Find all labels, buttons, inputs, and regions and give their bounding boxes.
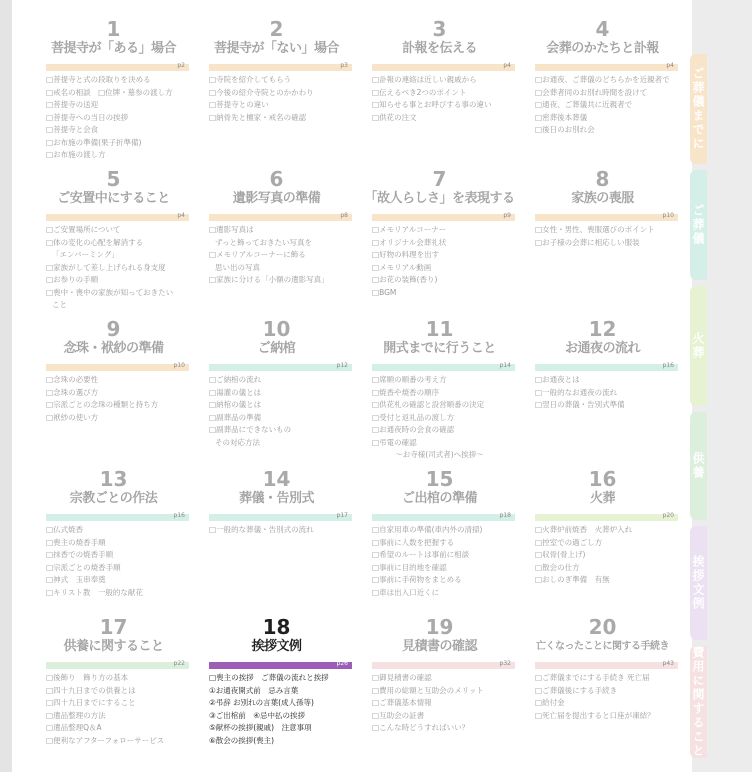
list-item: □体の変化の心配を解消する <box>46 237 144 247</box>
section-17[interactable] <box>32 616 195 766</box>
list-item: □好物の料理を出す <box>372 250 440 259</box>
list-item: □給付金 <box>535 698 565 707</box>
list-item: □希望のルートは事前に相談 <box>372 550 470 559</box>
section-number: 10 <box>262 317 291 341</box>
list-item: □菩提寺と会食 <box>46 125 99 134</box>
page-number: p3 <box>340 62 348 69</box>
section-16[interactable] <box>521 468 684 616</box>
list-item: □お通夜時の会食の確認 <box>372 425 455 434</box>
section-title: 菩提寺が「ない」場合 <box>213 41 339 56</box>
page-number: p10 <box>662 212 674 219</box>
tab-5[interactable]: 費用に関すること <box>691 646 705 758</box>
section-title: 供養に関すること <box>63 639 164 654</box>
section-number: 20 <box>588 615 617 639</box>
list-item: □メモリアル動画 <box>372 262 432 272</box>
list-item: □戒名の相談 □位牌・墓参の渡し方 <box>46 87 173 97</box>
list-item: □車は出入口近くに <box>372 587 440 597</box>
section-number: 19 <box>425 615 454 639</box>
section-title: 見積書の確認 <box>401 639 477 654</box>
list-item: □お布施の準備(果子折準備) <box>46 137 142 147</box>
page-number: p22 <box>173 660 185 667</box>
list-item: □お花の装飾(香り) <box>372 275 438 284</box>
list-item: □念珠の必要性 <box>46 375 99 384</box>
section-number: 14 <box>262 467 291 491</box>
list-item: □遺品整理Q＆A <box>46 723 102 732</box>
page-bar <box>535 364 678 371</box>
page-number: p4 <box>666 62 674 69</box>
page-number: p14 <box>499 362 511 369</box>
section-7[interactable] <box>358 168 521 318</box>
list-item: □メモリアルコーナー <box>372 225 447 234</box>
page-bar <box>46 662 189 669</box>
list-item: □収骨(骨上げ) <box>535 550 586 559</box>
list-item: □訃報の連絡は近しい親戚から <box>372 75 477 84</box>
tab-1[interactable]: ご葬儀 <box>690 170 707 280</box>
list-item: □BGM <box>372 287 397 297</box>
list-item: □控室での過ごし方 <box>535 537 603 547</box>
list-item: □キリスト教 一般的な献花 <box>46 587 143 597</box>
list-item: □菩提寺と式の段取りを決める <box>46 75 151 84</box>
section-10[interactable] <box>195 318 358 468</box>
section-20[interactable] <box>521 616 684 766</box>
list-item: □四十九日までの供養とは <box>46 685 136 695</box>
page-number: p10 <box>173 362 185 369</box>
section-title: 遺影写真の準備 <box>232 191 321 206</box>
list-item: ⑤献杯の挨拶(親戚) 注意事項 <box>209 723 312 732</box>
section-number: 9 <box>106 317 121 341</box>
section-6[interactable] <box>195 168 358 318</box>
list-item: □おしのぎ準備 有無 <box>535 575 610 584</box>
list-item: □会葬者同のお別れ時間を設けて <box>535 87 648 97</box>
item-list <box>46 672 195 747</box>
list-item: □遺影写真は <box>209 225 254 234</box>
section-8[interactable] <box>521 168 684 318</box>
section-number: 16 <box>588 467 617 491</box>
item-list <box>46 374 195 424</box>
page-bar <box>209 662 352 669</box>
list-item: □今後の紹介寺院とのかかわり <box>209 87 314 97</box>
item-list <box>209 524 358 537</box>
list-item: ～お寺様(司式者)へ挨拶～ <box>395 450 484 459</box>
page-bar <box>372 662 515 669</box>
section-2[interactable] <box>195 18 358 168</box>
list-item: □菩提寺の送迎 <box>46 100 99 109</box>
list-item: □仏式焼香 <box>46 525 84 534</box>
item-list <box>535 672 684 722</box>
list-item: 「エンバーミング」 <box>52 250 119 259</box>
list-item: こと <box>52 300 67 309</box>
section-15[interactable] <box>358 468 521 616</box>
list-item: □受付と返礼品の渡し方 <box>372 412 455 422</box>
list-item: □宗派ごとの念珠の種類と持ち方 <box>46 400 159 409</box>
list-item: □宗派ごとの焼香手順 <box>46 562 121 572</box>
page-bar <box>46 64 189 71</box>
section-title: ご安置中にすること <box>57 191 170 206</box>
list-item: □密葬後本葬儀 <box>535 112 588 122</box>
list-item: □事前に手荷物をまとめる <box>372 575 462 584</box>
item-list <box>535 524 684 587</box>
page-number: p17 <box>336 512 348 519</box>
section-number: 3 <box>432 17 447 41</box>
list-item: □念珠の選び方 <box>46 387 99 397</box>
list-item: □遺品整理の方法 <box>46 710 106 720</box>
section-title: 火葬 <box>589 491 615 506</box>
item-list <box>372 524 521 599</box>
list-item: □納棺の儀とは <box>209 400 262 409</box>
list-item: □散会の仕方 <box>535 562 580 572</box>
list-item: □四十九日までにすること <box>46 698 136 707</box>
list-item: □家族がして差し上げられる身支度 <box>46 262 166 272</box>
list-item: ずっと飾っておきたい写真を <box>215 237 313 247</box>
list-item: □ご葬儀後にする手続き <box>535 685 618 695</box>
list-item: □副葬品の準備 <box>209 412 262 422</box>
list-item: □家族に分ける「小額の遺影写真」 <box>209 275 329 284</box>
list-item: □自家用車の準備(車内外の清掃) <box>372 525 483 534</box>
list-item: □喪主の焼香手順 <box>46 537 106 547</box>
item-list <box>46 224 195 312</box>
section-19[interactable] <box>358 616 521 766</box>
contents-grid <box>32 18 684 766</box>
section-title: 亡くなったことに関する手続き <box>536 641 669 652</box>
page-bar <box>46 364 189 371</box>
list-item: □互助会の証書 <box>372 710 425 720</box>
page-number: p43 <box>662 660 674 667</box>
item-list <box>535 374 684 412</box>
section-title: 開式までに行うこと <box>383 341 496 356</box>
tab-4[interactable]: 挨拶文例 <box>690 526 707 640</box>
page-number: p16 <box>173 512 185 519</box>
list-item: 思い出の写真 <box>215 262 260 272</box>
list-item: □オリジナル会葬礼状 <box>372 237 447 247</box>
section-number: 13 <box>99 467 128 491</box>
section-number: 7 <box>432 167 447 191</box>
page-bar <box>209 64 352 71</box>
section-title: ご納棺 <box>257 341 296 356</box>
item-list <box>209 74 358 124</box>
section-number: 8 <box>595 167 610 191</box>
page-number: p20 <box>662 512 674 519</box>
list-item: □便利なアフターフォローサービス <box>46 735 165 745</box>
page-bar <box>209 364 352 371</box>
page-number: p8 <box>340 212 348 219</box>
section-11[interactable] <box>358 318 521 468</box>
section-14[interactable] <box>195 468 358 616</box>
list-item: □火葬炉前焼香 火葬炉入れ <box>535 525 633 534</box>
page-bar <box>46 214 189 221</box>
section-title: 「故人らしさ」を表現する <box>364 191 515 206</box>
list-item: □喪主の挨拶 ご葬儀の流れと挨拶 <box>209 673 329 682</box>
list-item: □席順の順番の考え方 <box>372 375 447 384</box>
item-list <box>209 224 358 287</box>
tab-3[interactable]: 供養 <box>690 412 707 520</box>
page-number: p18 <box>499 512 511 519</box>
item-list <box>209 374 358 449</box>
list-item: □喪中・喪中の家族が知っておきたい <box>46 287 174 297</box>
section-number: 2 <box>269 17 284 41</box>
page-bar <box>46 514 189 521</box>
section-title: 会葬のかたちと訃報 <box>546 41 659 56</box>
list-item: □死亡届を提出すると口座が凍結？ <box>535 710 655 720</box>
page-bar <box>209 514 352 521</box>
list-item: □御見積書の確認 <box>372 673 432 682</box>
list-item: □菩提寺への当日の挨拶 <box>46 112 129 122</box>
section-title: 挨拶文例 <box>251 639 302 654</box>
page-bar <box>372 514 515 521</box>
tab-0[interactable]: ご葬儀までに <box>690 54 707 164</box>
page-bar <box>535 662 678 669</box>
section-number: 1 <box>106 17 121 41</box>
item-list <box>535 224 684 249</box>
section-title: 宗教ごとの作法 <box>69 491 158 506</box>
page-bar <box>209 214 352 221</box>
page-number: p16 <box>662 362 674 369</box>
item-list <box>372 374 521 462</box>
page-number: p9 <box>503 212 511 219</box>
list-item: ⑥散会の挨拶(喪主) <box>209 735 275 745</box>
list-item: □お通夜とは <box>535 375 580 384</box>
list-item: □こんな時どうすればいい？ <box>372 723 470 732</box>
right-margin <box>736 0 752 772</box>
item-list <box>372 672 521 735</box>
list-item: □寺院を紹介してもらう <box>209 75 292 84</box>
list-item: □供花の注文 <box>372 112 417 122</box>
list-item: □事前に目的地を確認 <box>372 562 447 572</box>
list-item: □ご葬儀までにする手続き 死亡届 <box>535 673 650 682</box>
list-item: □事前に人数を把握する <box>372 537 455 547</box>
page-bar <box>372 64 515 71</box>
list-item: □抹香での焼香手順 <box>46 550 114 559</box>
section-number: 18 <box>262 615 291 639</box>
page-bar <box>372 214 515 221</box>
section-title: 菩提寺が「ある」場合 <box>50 41 176 56</box>
section-number: 5 <box>106 167 121 191</box>
page-number: p26 <box>336 660 348 667</box>
list-item: □弔電の確認 <box>372 437 417 447</box>
section-number: 11 <box>425 317 454 341</box>
section-number: 15 <box>425 467 454 491</box>
list-item: □メモリアルコーナーに飾る <box>209 250 306 259</box>
section-4[interactable] <box>521 18 684 168</box>
list-item: □一般的なお通夜の流れ <box>535 387 618 397</box>
list-item: □知らせる事とお呼びする事の違い <box>372 100 492 109</box>
item-list <box>372 224 521 299</box>
section-title: ご出棺の準備 <box>401 491 477 506</box>
list-item: □翌日の葬儀・告別式準備 <box>535 400 625 409</box>
list-item: □副葬品にできないもの <box>209 425 292 434</box>
section-3[interactable] <box>358 18 521 168</box>
section-number: 12 <box>588 317 617 341</box>
list-item: □ご葬儀基本情報 <box>372 698 432 707</box>
page-bar <box>535 64 678 71</box>
left-margin <box>0 0 12 772</box>
section-5[interactable] <box>32 168 195 318</box>
list-item: □後飾り 飾り方の基本 <box>46 673 129 682</box>
section-1[interactable] <box>32 18 195 168</box>
list-item: □女性・男性、喪服選びのポイント <box>535 225 655 234</box>
section-18[interactable] <box>195 616 358 766</box>
section-number: 17 <box>99 615 128 639</box>
list-item: その対応方法 <box>215 437 260 447</box>
page-number: p4 <box>177 212 185 219</box>
section-title: 葬儀・告別式 <box>238 491 314 506</box>
list-item: □伝えるべき2つのポイント <box>372 87 467 97</box>
list-item: □納骨先と檀家・戒名の確認 <box>209 112 307 122</box>
list-item: □袱紗の使い方 <box>46 412 99 422</box>
item-list <box>535 74 684 137</box>
list-item: □一般的な葬儀・告別式の流れ <box>209 525 314 534</box>
section-title: お通夜の流れ <box>564 341 640 356</box>
section-number: 4 <box>595 17 610 41</box>
list-item: ③ご出棺前 ④忌中払の挨拶 <box>209 710 305 720</box>
list-item: □菩提寺との違い <box>209 100 269 109</box>
list-item: □湯灌の儀とは <box>209 387 262 397</box>
list-item: □ご納棺の流れ <box>209 375 262 384</box>
page-number: p12 <box>336 362 348 369</box>
list-item: □お参りの手順 <box>46 275 99 284</box>
list-item: □お子様の会葬に相応しい服装 <box>535 237 640 247</box>
item-list <box>209 672 358 747</box>
page-number: p32 <box>499 660 511 667</box>
list-item: □費用の総額と互助会のメリット <box>372 685 484 695</box>
list-item: □後日のお別れ会 <box>535 125 595 134</box>
section-title: 家族の喪服 <box>571 191 634 206</box>
list-item: ①お通夜開式前 忌み言葉 <box>209 685 299 695</box>
section-number: 6 <box>269 167 284 191</box>
index-tabs <box>690 54 736 764</box>
section-title: 念珠・袱紗の準備 <box>63 341 164 356</box>
section-13[interactable] <box>32 468 195 616</box>
section-9[interactable] <box>32 318 195 468</box>
item-list <box>46 74 195 162</box>
list-item: □供花札の確認と設営順番の決定 <box>372 400 485 409</box>
list-item: □ご安置場所について <box>46 225 121 234</box>
page-bar <box>372 364 515 371</box>
list-item: □焼香や焼香の順序 <box>372 387 440 397</box>
tab-2[interactable]: 火葬 <box>690 286 707 406</box>
list-item: ②弔辞 お別れの言葉(成人孫等) <box>209 698 314 707</box>
page-bar <box>535 214 678 221</box>
list-item: □神式 玉串奉奠 <box>46 575 106 584</box>
section-title: 訃報を伝える <box>401 41 477 56</box>
list-item: □お布施の渡し方 <box>46 150 106 159</box>
item-list <box>46 524 195 599</box>
item-list <box>372 74 521 124</box>
page-number: p4 <box>503 62 511 69</box>
list-item: □通夜、ご葬儀共に近親者で <box>535 100 633 109</box>
page-bar <box>535 514 678 521</box>
list-item: □お通夜、ご葬儀のどちらかを近親者で <box>535 75 670 84</box>
page-number: p2 <box>177 62 185 69</box>
section-12[interactable] <box>521 318 684 468</box>
